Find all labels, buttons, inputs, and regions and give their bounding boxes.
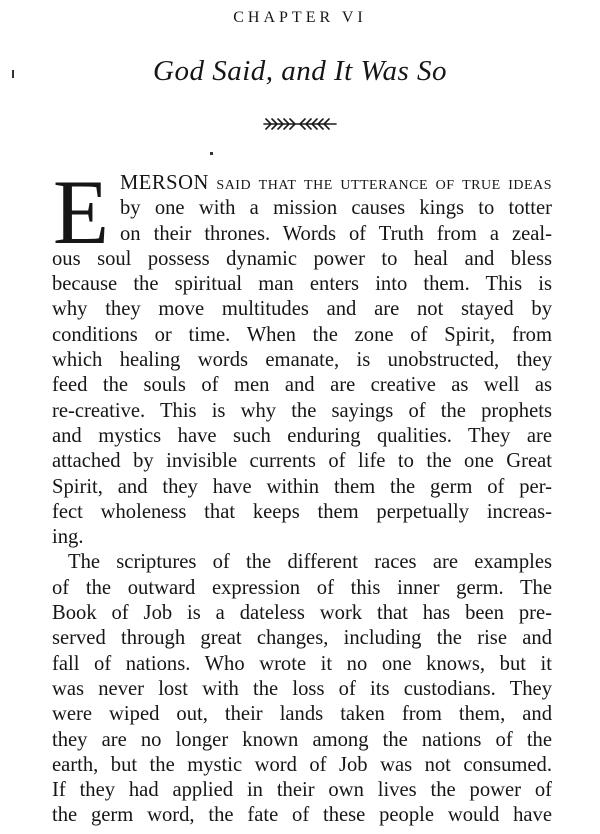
- chapter-title: God Said, and It Was So: [153, 55, 447, 87]
- drop-cap-letter: [52, 177, 110, 247]
- text-line: feed the souls of men and are creative as well as: [52, 374, 552, 397]
- margin-mark: [12, 70, 14, 78]
- text-line: attached by invisible currents of life to the one Great: [52, 450, 552, 473]
- text-line: because the spiritual man enters into them. This is: [52, 273, 552, 296]
- text-line: of the outward expression of this inner germ. The: [52, 576, 552, 599]
- text-line: were wiped out, their lands taken from them, and: [52, 703, 552, 726]
- text-line: ing.: [52, 526, 84, 549]
- ink-dot: [210, 152, 213, 155]
- text-line: re-creative. This is why the sayings of the prophets: [52, 399, 552, 422]
- text-line: why they move multitudes and are not stayed by: [52, 298, 552, 321]
- body-text: [52, 171, 552, 829]
- chapter-label: CHAPTER VI: [233, 9, 367, 26]
- text-line: which healing words emanate, is unobstructed, they: [52, 349, 552, 372]
- text-line: fect wholeness that keeps them perpetually increas-: [52, 500, 552, 523]
- text-line: fall of nations. Who wrote it no one knows, but it: [52, 652, 552, 675]
- text-line: conditions or time. When the zone of Spirit, from: [52, 323, 552, 346]
- text-line: ous soul possess dynamic power to heal and bless: [52, 247, 552, 270]
- text-line: Book of Job is a dateless work that has been pre-: [52, 602, 552, 625]
- ornament-svg: [260, 116, 340, 132]
- text-line: The scriptures of the different races are examples: [68, 551, 552, 574]
- text-line: served through great changes, including the rise and: [52, 627, 552, 650]
- drop-cap-text: E: [52, 177, 110, 247]
- text-line: earth, but the mystic word of Job was not consumed.: [52, 753, 552, 776]
- text-line: Spirit, and they have within them the germ of per-: [52, 475, 552, 498]
- text-line: If they had applied in their own lives the power of: [52, 779, 552, 802]
- text-line: by one with a mission causes kings to totter: [120, 197, 552, 220]
- ornament-divider-icon: [0, 116, 600, 132]
- text-line: was never lost with the loss of its custodians. They: [52, 677, 552, 700]
- text-line: the germ word, the fate of these people would have: [52, 804, 552, 827]
- text-line: [120, 171, 552, 196]
- text-line: they are no longer known among the nations of the: [52, 728, 552, 751]
- text-line: on their thrones. Words of Truth from a zeal-: [120, 222, 552, 245]
- line-text: MERSON said that the utterance of true ideas: [120, 172, 552, 194]
- text-line: and mystics have such enduring qualities. They are: [52, 424, 552, 447]
